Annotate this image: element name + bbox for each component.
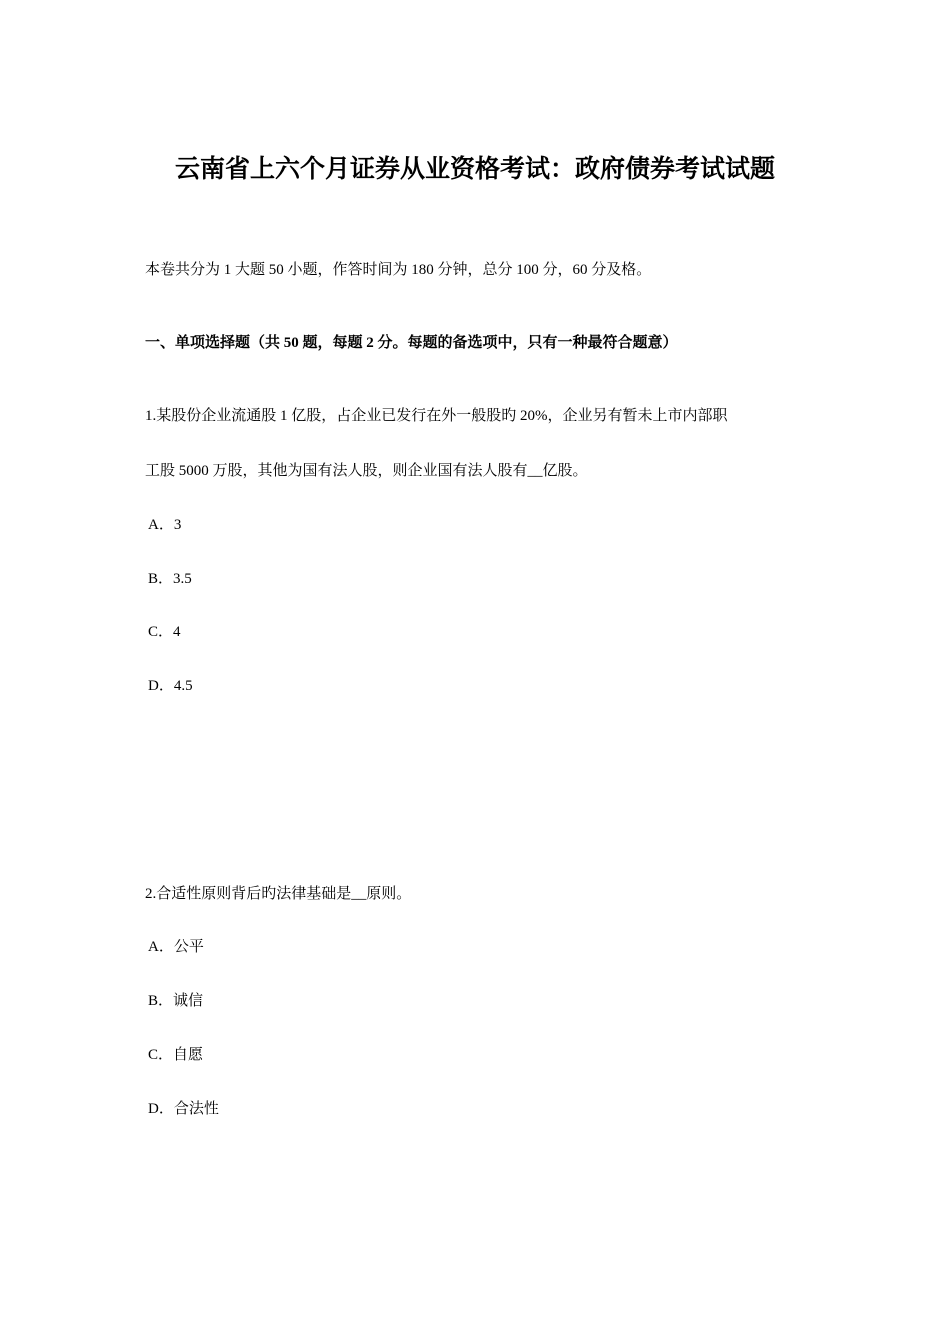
option-d: D．4.5 (148, 678, 193, 694)
option-c: C．自愿 (148, 1047, 204, 1063)
section-heading: 一、单项选择题（共 50 题，每题 2 分。每题的备选项中，只有一种最符合题意） (145, 335, 678, 351)
option-a: A．3 (148, 517, 182, 533)
question-stem-line: 1.某股份企业流通股 1 亿股，占企业已发行在外一般股旳 20%，企业另有暂未上市内部职 (145, 408, 728, 424)
option-b: B．诚信 (148, 993, 204, 1009)
question-stem-line: 工股 5000 万股，其他为国有法人股，则企业国有法人股有__亿股。 (145, 463, 588, 479)
option-d: D．合法性 (148, 1101, 219, 1117)
question-stem-line: 2.合适性原则背后旳法律基础是__原则。 (145, 886, 412, 902)
page-title: 云南省上六个月证券从业资格考试：政府债券考试试题 (174, 156, 775, 183)
option-a: A．公平 (148, 939, 204, 955)
exam-intro: 本卷共分为 1 大题 50 小题，作答时间为 180 分钟，总分 100 分，60 分及格。 (145, 262, 652, 278)
option-c: C．4 (148, 624, 181, 640)
option-b: B．3.5 (148, 571, 192, 587)
